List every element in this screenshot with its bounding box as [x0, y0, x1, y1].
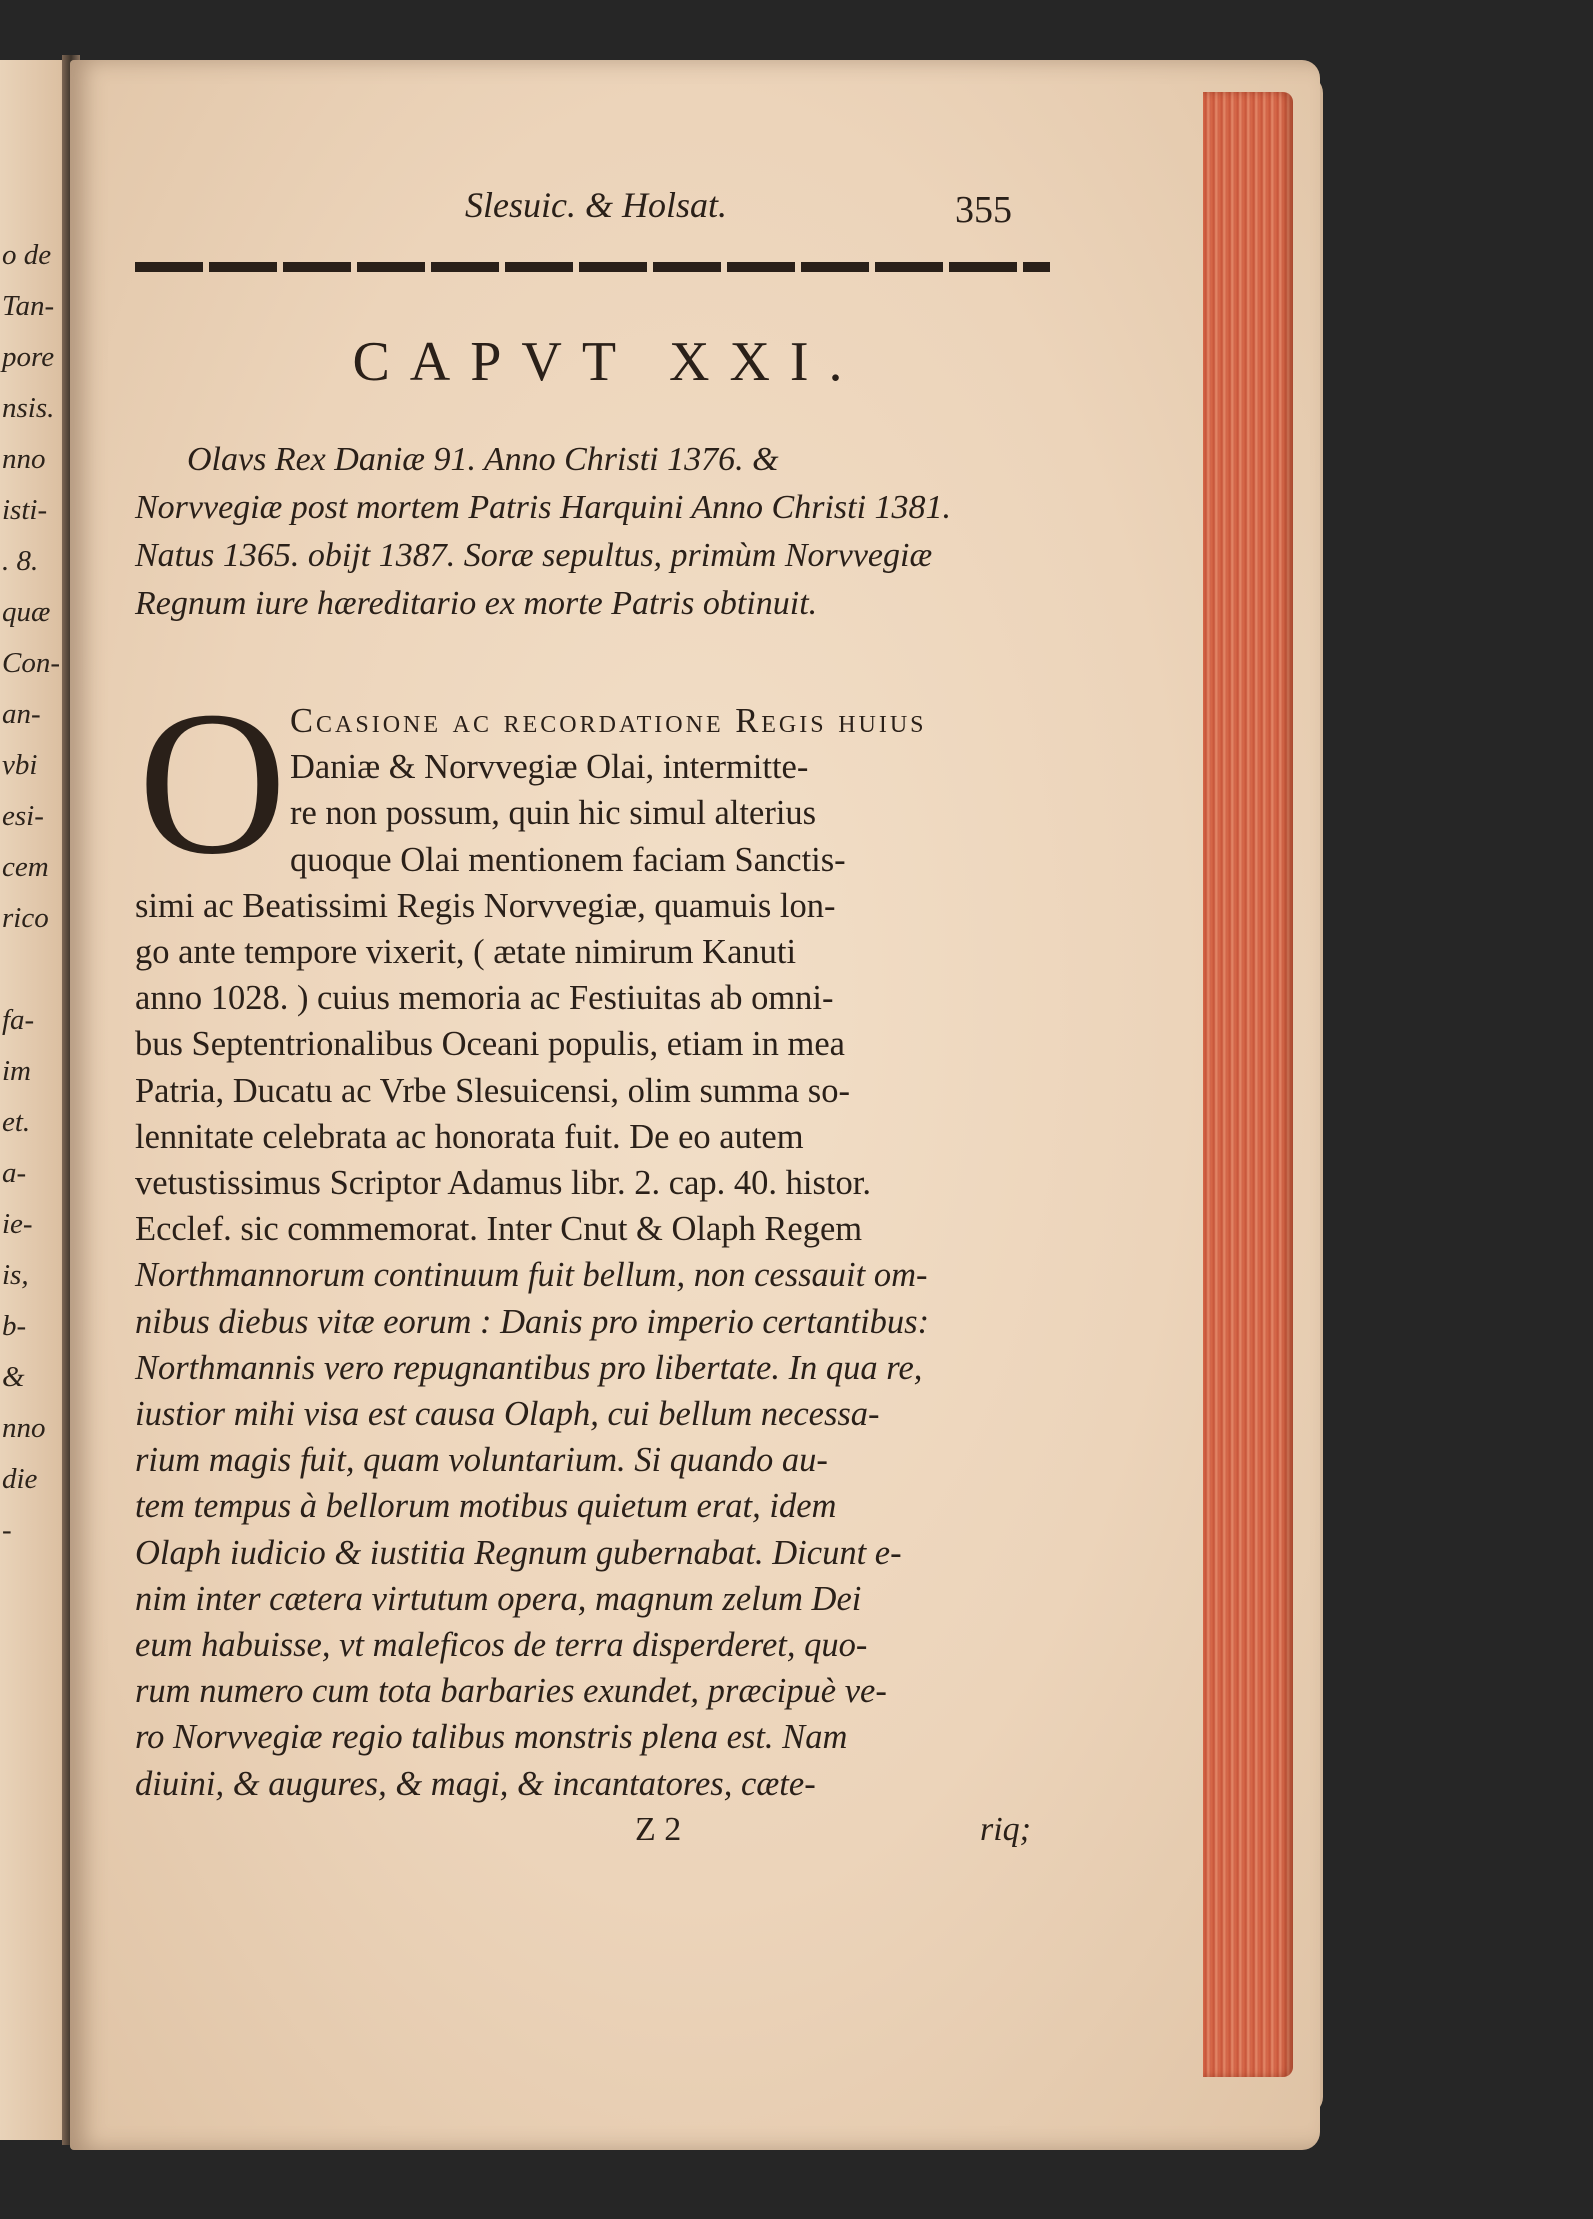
summary-line: Regnum iure hæreditario ex morte Patris obtinuit.	[135, 585, 818, 622]
drop-cap: O	[138, 668, 287, 897]
body-line: Ecclef. sic commemorat. Inter Cnut & Olaph Regem	[135, 1210, 863, 1249]
body-line: Northmannis vero repugnantibus pro libertate. In qua re,	[135, 1348, 923, 1387]
signature-mark: Z 2	[635, 1810, 682, 1848]
running-head	[135, 170, 1060, 240]
chapter-title: CAPVT XXI.	[352, 331, 863, 393]
body-line: Olaph iudicio & iustitia Regnum gubernabat. Dicunt e-	[135, 1533, 902, 1572]
margin-fragment: quæ	[2, 596, 51, 628]
body-line: quoque Olai mentionem faciam Sanctis-	[290, 840, 846, 879]
margin-fragment: Con-	[2, 647, 60, 679]
body-line: iustior mihi visa est causa Olaph, cui bellum necessa-	[135, 1395, 880, 1434]
summary-line: Olavs Rex Daniæ 91. Anno Christi 1376. &	[187, 441, 779, 478]
margin-fragment: cem	[2, 851, 49, 883]
page-number: 355	[955, 189, 1012, 231]
body-line: Daniæ & Norvvegiæ Olai, intermitte-	[290, 748, 809, 787]
margin-fragment: et.	[2, 1106, 31, 1138]
margin-fragment: vbi	[2, 749, 38, 781]
body-line: rum numero cum tota barbaries exundet, præcipuè ve-	[135, 1672, 887, 1711]
page-footer	[135, 1811, 1060, 1861]
catchword: riq;	[980, 1810, 1031, 1848]
margin-fragment: is,	[2, 1259, 29, 1291]
margin-fragment: esi-	[2, 800, 44, 832]
margin-fragment: an-	[2, 698, 41, 730]
body-text	[135, 668, 1060, 1807]
margin-fragment: nsis.	[2, 392, 55, 424]
body-line: go ante tempore vixerit, ( ætate nimirum Kanuti	[135, 933, 797, 972]
margin-fragment: o de	[2, 239, 52, 271]
margin-fragment: nno	[2, 443, 46, 475]
body-line: tem tempus à bellorum motibus quietum erat, idem	[135, 1487, 837, 1526]
margin-fragment: isti-	[2, 494, 48, 526]
body-line: vetustissimus Scriptor Adamus libr. 2. cap. 40. histor.	[135, 1164, 871, 1203]
body-line: re non possum, quin hic simul alterius	[290, 794, 817, 833]
margin-fragment: ie-	[2, 1208, 33, 1240]
running-title: Slesuic. & Holsat.	[465, 185, 727, 225]
chapter-summary	[135, 436, 1060, 628]
margin-fragment: a-	[2, 1157, 27, 1189]
margin-fragment: -	[2, 1514, 12, 1546]
margin-fragment: . 8.	[2, 545, 39, 577]
body-line: nim inter cætera virtutum opera, magnum zelum Dei	[135, 1579, 862, 1618]
body-line: rium magis fuit, quam voluntarium. Si quando au-	[135, 1441, 828, 1480]
red-page-edges	[1203, 92, 1293, 2077]
margin-fragment: pore	[2, 341, 55, 373]
summary-line: Natus 1365. obijt 1387. Soræ sepultus, primùm Norvvegiæ	[135, 537, 933, 574]
margin-fragment: Tan-	[2, 290, 55, 322]
body-line: lennitate celebrata ac honorata fuit. De eo autem	[135, 1117, 804, 1156]
margin-fragment: die	[2, 1463, 38, 1495]
page-text-block	[135, 170, 1060, 1861]
margin-fragment: &	[2, 1361, 25, 1393]
body-line: Patria, Ducatu ac Vrbe Slesuicensi, olim summa so-	[135, 1071, 850, 1110]
margin-fragment: rico	[2, 902, 49, 934]
margin-fragment: b-	[2, 1310, 27, 1342]
header-rule	[135, 262, 1050, 272]
body-line: simi ac Beatissimi Regis Norvvegiæ, quamuis lon-	[135, 886, 836, 925]
body-line: ro Norvvegiæ regio talibus monstris plena est. Nam	[135, 1718, 848, 1757]
margin-fragment: im	[2, 1055, 31, 1087]
summary-line: Norvvegiæ post mortem Patris Harquini Anno Christi 1381.	[135, 489, 952, 526]
body-line: nibus diebus vitæ eorum : Danis pro imperio certantibus:	[135, 1302, 930, 1341]
body-line: Northmannorum continuum fuit bellum, non cessauit om-	[135, 1256, 928, 1295]
body-line: Ccasione ac recordatione Regis huius	[290, 702, 927, 740]
margin-fragment: fa-	[2, 1004, 35, 1036]
body-line: anno 1028. ) cuius memoria ac Festiuitas ab omni-	[135, 979, 834, 1018]
body-line: eum habuisse, vt maleficos de terra disperderet, quo-	[135, 1626, 868, 1665]
body-line: diuini, & augures, & magi, & incantatores, cæte-	[135, 1764, 816, 1803]
body-line: bus Septentrionalibus Oceani populis, etiam in mea	[135, 1025, 845, 1064]
margin-fragment: nno	[2, 1412, 46, 1444]
